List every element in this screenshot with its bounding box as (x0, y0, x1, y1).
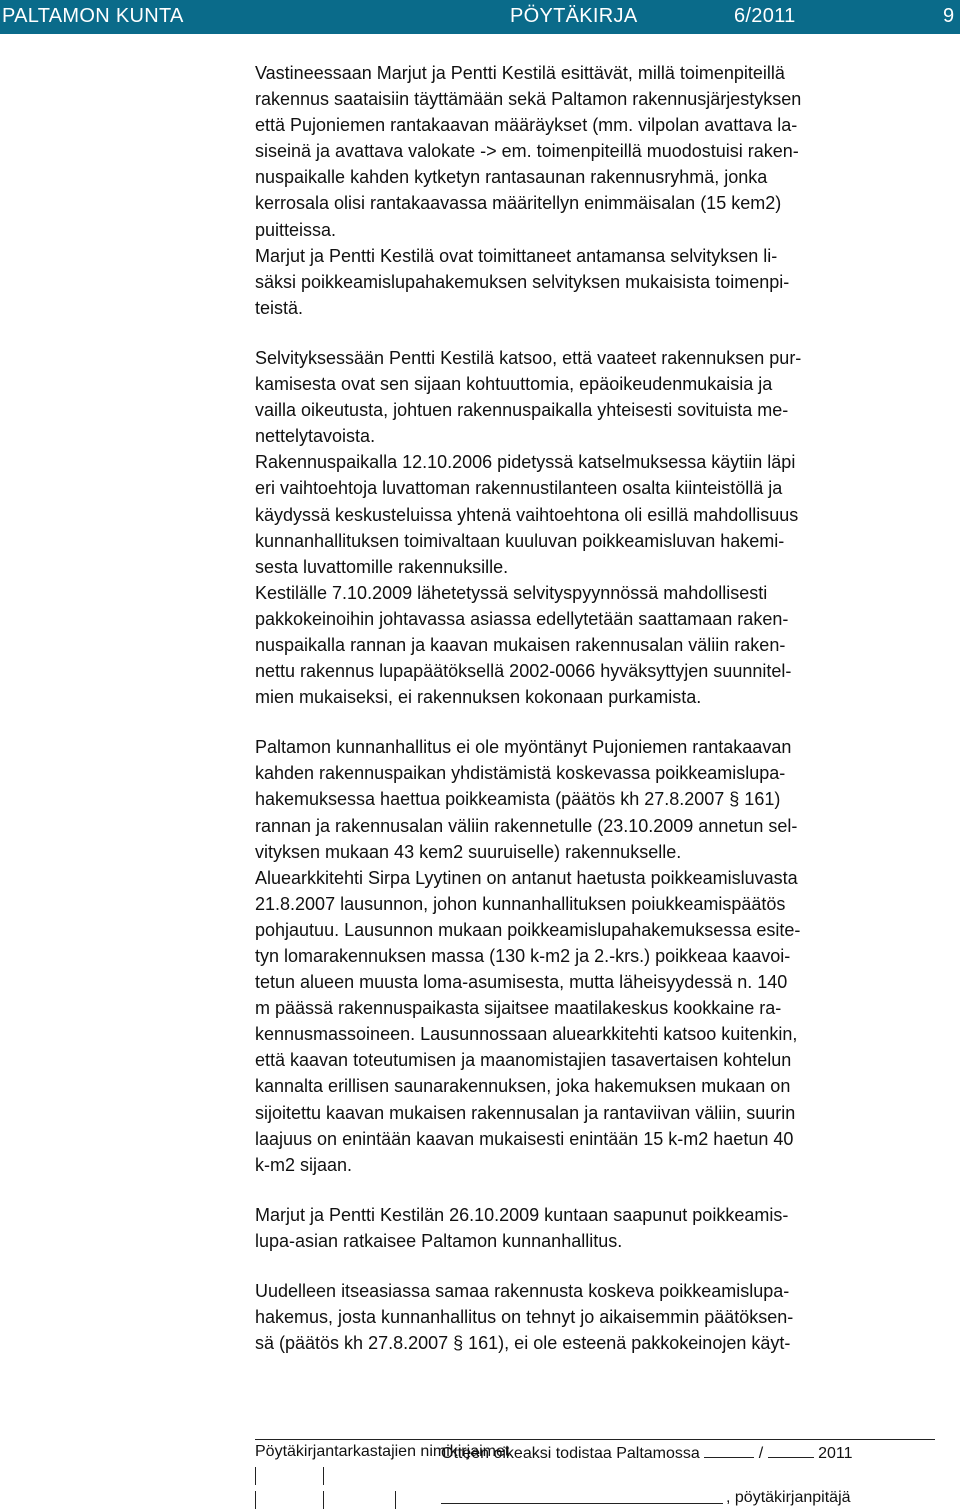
text-line: Aluearkkitehti Sirpa Lyytinen on antanut haetusta poikkeamisluvasta (255, 867, 798, 888)
text-line: nuspaikalla rannan ja kaavan mukaisen rakennusalan väliin raken- (255, 634, 786, 655)
text-line: kannalta erillisen saunarakennuksen, joka hakemuksen mukaan on (255, 1076, 791, 1097)
text-line: rannan ja rakennusalan väliin rakennetulle (23.10.2009 annetun sel- (255, 815, 798, 836)
text-line: kunnanhallituksen toimivaltaan kuuluvan poikkeamisluvan hakemi- (255, 530, 785, 551)
text-line: kahden rakennuspaikan yhdistämistä koskevassa poikkeamislupa- (255, 763, 786, 784)
meeting-number: 6/2011 (734, 5, 796, 27)
text-line: kerrosala olisi rantakaavassa määritellyn enimmäisalan (15 kem2) (255, 193, 782, 214)
text-line: teistä. (255, 297, 304, 318)
text-line: hakemuksessa haettua poikkeamista (päätös kh 27.8.2007 § 161) (255, 789, 781, 810)
text-line: nettelytavoista. (255, 426, 376, 447)
paragraph-gap (255, 1178, 953, 1202)
text-line: että kaavan toteutumisen ja maanomistajien tasavertaisen kohtelun (255, 1050, 792, 1071)
certified-year: 2011 (818, 1445, 853, 1462)
text-line: säksi poikkeamislupahakemuksen selvityksen mukaisista toimenpi- (255, 271, 790, 292)
month-blank (768, 1443, 814, 1458)
initials-box-divider (255, 1467, 256, 1485)
certified-label: Otteen oikeaksi todistaa Paltamossa (441, 1445, 700, 1462)
initials-box-divider (395, 1491, 396, 1509)
text-line: vailla oikeutusta, johtuen rakennuspaikalla yhteisesti sovituista me- (255, 400, 789, 421)
paragraph-gap (255, 710, 953, 734)
text-line: pohjautuu. Lausunnon mukaan poikkeamislupahakemuksessa esite- (255, 919, 801, 940)
date-slash: / (758, 1445, 764, 1462)
text-line: Kestilälle 7.10.2009 lähetetyssä selvityspyynnössä mahdollisesti (255, 582, 768, 603)
document-body (255, 60, 953, 1356)
page-number: 9 (943, 5, 955, 27)
text-line: tyn lomarakennuksen massa (130 k-m2 ja 2.-krs.) poikkeaa kaavoi- (255, 946, 791, 966)
text-line: puitteissa. (255, 219, 337, 240)
text-line: Marjut ja Pentti Kestilän 26.10.2009 kuntaan saapunut poikkeamis- (255, 1204, 789, 1225)
text-line: käydyssä keskusteluissa yhtenä vaihtoehtona oli esillä mahdollisuus (255, 504, 799, 525)
text-line: hakemus, josta kunnanhallitus on tehnyt jo aikaisemmin päätöksen- (255, 1307, 794, 1328)
day-blank (704, 1443, 754, 1458)
text-line: kamisesta ovat sen sijaan kohtuuttomia, epäoikeudenmukaisia ja (255, 374, 773, 395)
text-line: tetun alueen muusta loma-asumisesta, mutta läheisyydessä n. 140 (255, 972, 788, 993)
text-line: Uudelleen itseasiassa samaa rakennusta koskeva poikkeamislupa- (255, 1281, 790, 1302)
signature-line (441, 1503, 723, 1504)
text-line: vityksen mukaan 43 kem2 suuruiselle) rakennukselle. (255, 841, 682, 862)
text-line: Selvityksessään Pentti Kestilä katsoo, että vaateet rakennuksen pur- (255, 347, 802, 368)
text-line: sä (päätös kh 27.8.2007 § 161), ei ole esteenä pakkokeinojen käyt- (255, 1333, 791, 1354)
text-line: kennusmassoineen. Lausunnossaan aluearkkitehti katsoo kuitenkin, (255, 1024, 798, 1045)
paragraph-gap (255, 321, 953, 345)
text-line: sijoitettu kaavan mukaisen rakennusalan ja rantaviivan väliin, suurin (255, 1102, 796, 1123)
initials-box-divider (323, 1491, 324, 1509)
initials-box-divider (323, 1467, 324, 1485)
text-line: lupa-asian ratkaisee Paltamon kunnanhallitus. (255, 1230, 623, 1251)
secretary-label: , pöytäkirjanpitäjä (726, 1489, 851, 1506)
text-line: siseinä ja avattava valokate -> em. toimenpiteillä muodostuisi raken- (255, 141, 799, 162)
text-line: nuspaikalle kahden kytketyn rantasaunan rakennusryhmä, jonka (255, 167, 768, 188)
text-line: nettu rakennus lupapäätöksellä 2002-0066 hyväksyttyjen suunnitel- (255, 661, 792, 682)
text-line: Paltamon kunnanhallitus ei ole myöntänyt Pujoniemen rantakaavan (255, 737, 792, 758)
text-line: pakkokeinoihin johtavassa asiassa edellytetään saattamaan raken- (255, 608, 789, 629)
reviewers-initials-label: Pöytäkirjantarkastajien nimikirjaimet (255, 1443, 510, 1460)
text-line: mien mukaiseksi, ei rakennuksen kokonaan purkamista. (255, 687, 702, 708)
initials-box-divider (255, 1491, 256, 1509)
text-line: eri vaihtoehtoja luvattoman rakennustilanteen osalta kiinteistöllä ja (255, 478, 783, 499)
paragraph-gap (255, 1254, 953, 1278)
text-line: 21.8.2007 lausunnon, johon kunnanhallituksen poiukkeamispäätös (255, 893, 786, 914)
certification-line (441, 1443, 852, 1463)
page-header (0, 0, 960, 34)
organization-name: PALTAMON KUNTA (2, 5, 184, 27)
text-line: sesta luvattomille rakennuksille. (255, 556, 509, 577)
text-line: m päässä rakennuspaikasta sijaitsee maatilakeskus kookkaine ra- (255, 998, 782, 1019)
document-type: PÖYTÄKIRJA (510, 5, 638, 27)
text-line: Vastineessaan Marjut ja Pentti Kestilä esittävät, millä toimenpiteillä (255, 63, 785, 83)
text-line: että Pujoniemen rantakaavan määräykset (mm. vilpolan avattava la- (255, 115, 798, 136)
text-line: Marjut ja Pentti Kestilä ovat toimittaneet antamansa selvityksen li- (255, 245, 778, 266)
footer-rule (255, 1439, 935, 1440)
text-line: rakennus saataisiin täyttämään sekä Paltamon rakennusjärjestyksen (255, 89, 802, 110)
text-line: k-m2 sijaan. (255, 1154, 353, 1175)
text-line: Rakennuspaikalla 12.10.2006 pidetyssä katselmuksessa käytiin läpi (255, 452, 796, 473)
text-line: laajuus on enintään kaavan mukaisesti enintään 15 k-m2 haetun 40 (255, 1128, 794, 1149)
